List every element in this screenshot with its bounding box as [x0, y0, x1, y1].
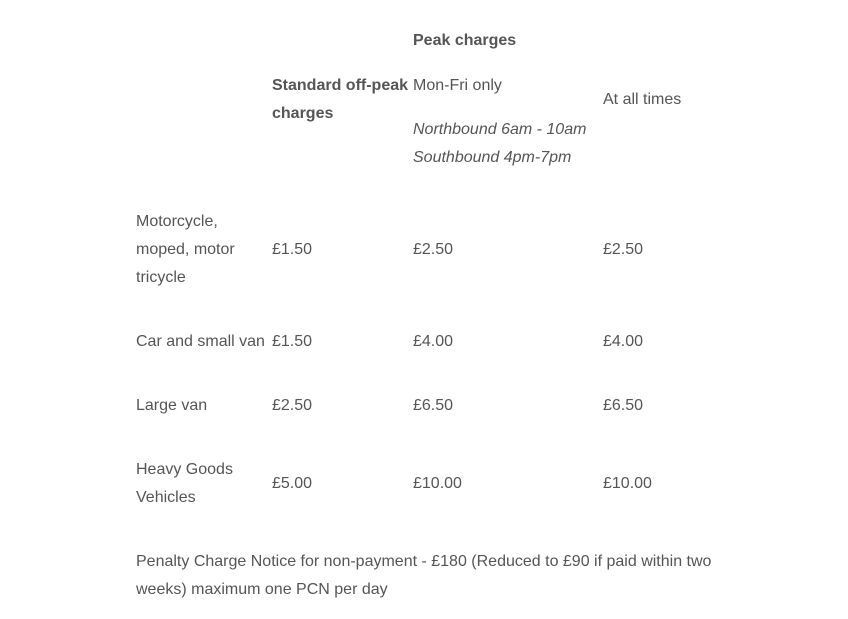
peak-charge-cell: £10.00 [413, 475, 462, 492]
all-times-charge-cell: £2.50 [603, 241, 644, 258]
vehicle-label: tricycle [136, 269, 186, 286]
all-times-charge-cell: £4.00 [603, 333, 644, 350]
vehicle-label: Vehicles [136, 489, 196, 506]
standard-charges-heading-line1: Standard off-peak [272, 77, 409, 94]
standard-charge-cell: £1.50 [272, 333, 313, 350]
peak-charge-cell: £6.50 [413, 397, 454, 414]
vehicle-label: Large van [136, 397, 208, 414]
peak-days-label: Mon-Fri only [413, 77, 502, 94]
standard-charge-cell: £5.00 [272, 475, 313, 492]
standard-charge-cell: £1.50 [272, 241, 313, 258]
penalty-note-line2: weeks) maximum one PCN per day [136, 581, 388, 598]
southbound-hours: Southbound 4pm-7pm [413, 149, 572, 166]
vehicle-label: Motorcycle, [136, 213, 218, 230]
all-times-charge-cell: £6.50 [603, 397, 644, 414]
vehicle-label: moped, motor [136, 241, 235, 258]
penalty-note-line1: Penalty Charge Notice for non-payment - £180 (Reduced to £90 if paid within two [136, 553, 712, 570]
peak-charges-heading: Peak charges [413, 32, 517, 49]
standard-charge-cell: £2.50 [272, 397, 313, 414]
peak-charge-cell: £2.50 [413, 241, 454, 258]
standard-charges-heading-line2: charges [272, 105, 334, 122]
vehicle-label: Heavy Goods [136, 461, 233, 478]
peak-charge-cell: £4.00 [413, 333, 454, 350]
all-times-charge-cell: £10.00 [603, 475, 652, 492]
vehicle-label: Car and small van [136, 333, 265, 350]
all-times-heading: At all times [603, 91, 682, 108]
northbound-hours: Northbound 6am - 10am [413, 121, 587, 138]
